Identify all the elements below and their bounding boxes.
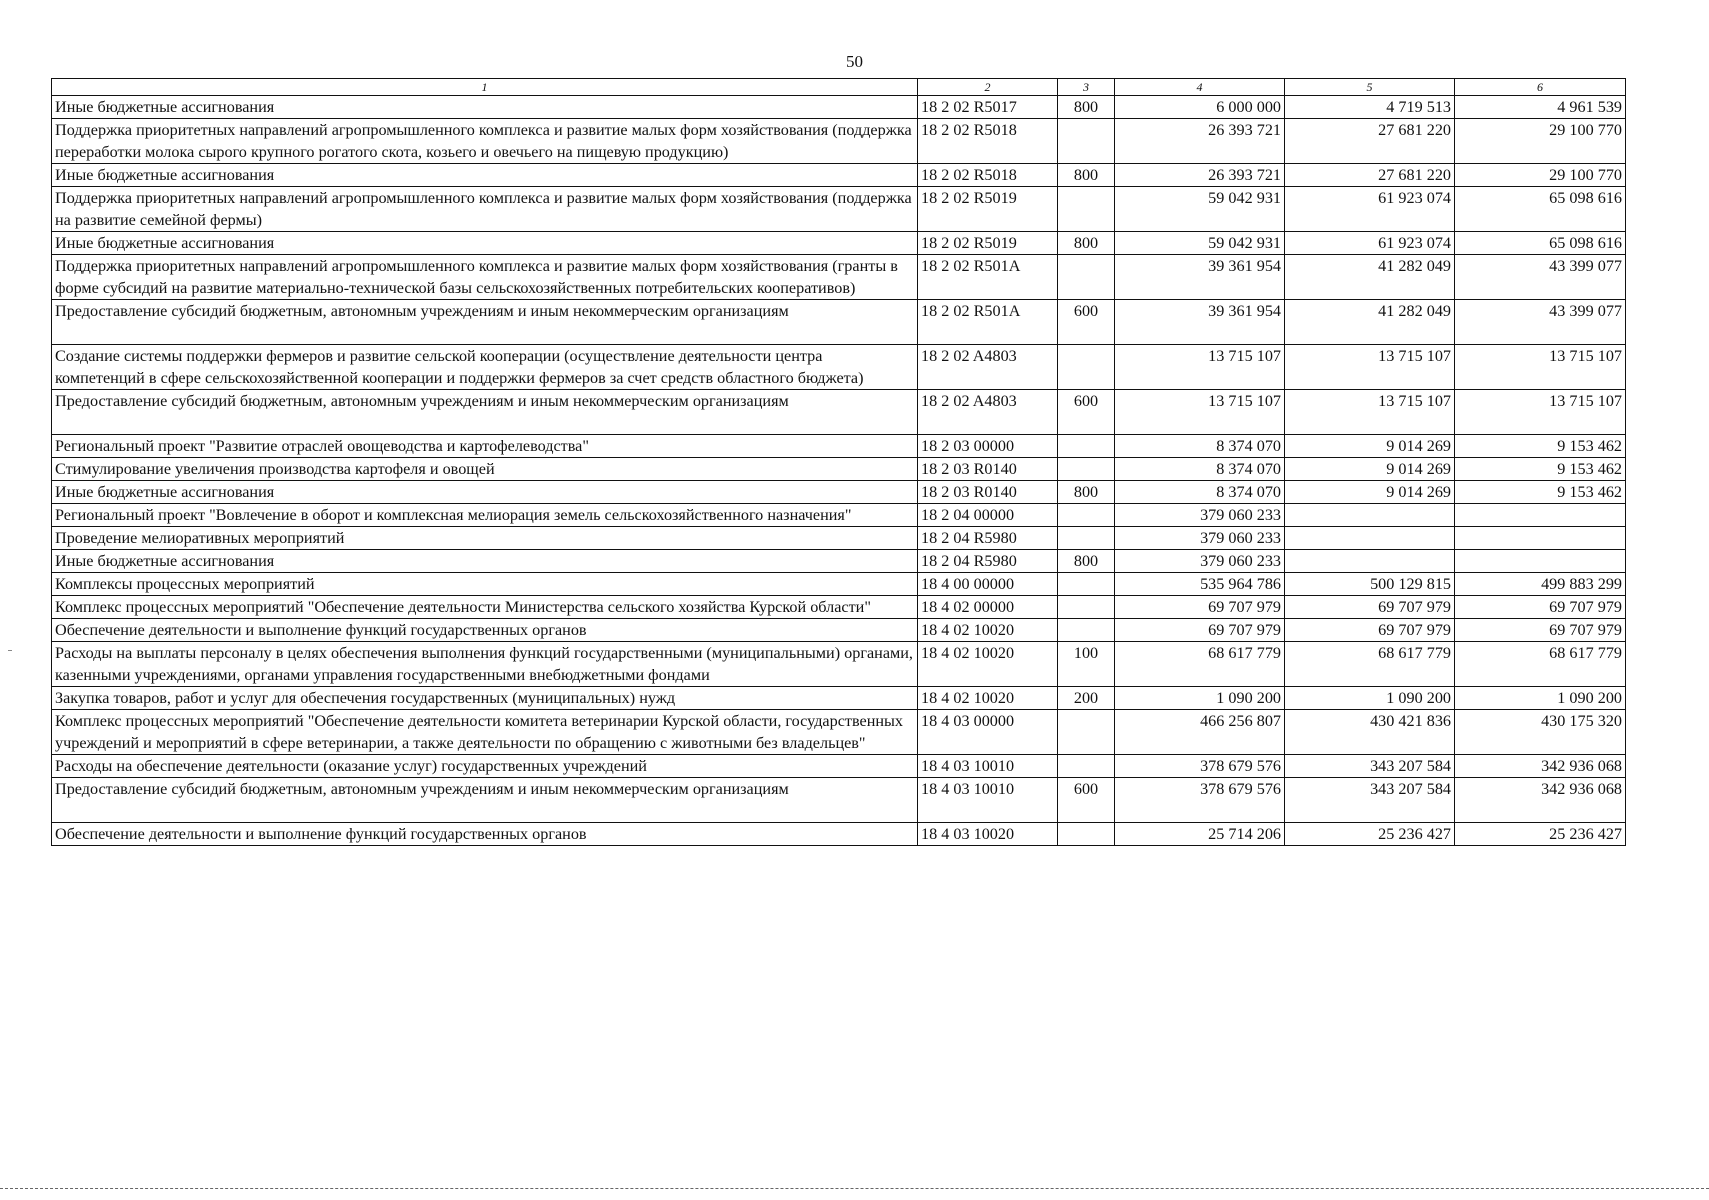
amount-col5-cell: 343 207 584 xyxy=(1285,778,1455,823)
target-code-cell: 18 2 03 R0140 xyxy=(918,481,1058,504)
amount-col4-cell: 39 361 954 xyxy=(1115,300,1285,345)
amount-col5-cell xyxy=(1285,504,1455,527)
table-row xyxy=(52,390,1626,435)
amount-col4-cell: 59 042 931 xyxy=(1115,232,1285,255)
amount-col4-cell: 535 964 786 xyxy=(1115,573,1285,596)
table-row xyxy=(52,573,1626,596)
amount-col4-cell: 1 090 200 xyxy=(1115,687,1285,710)
table-row xyxy=(52,458,1626,481)
amount-col4-cell: 379 060 233 xyxy=(1115,504,1285,527)
row-name-cell: Обеспечение деятельности и выполнение функций государственных органов xyxy=(52,619,918,642)
amount-col4-cell: 59 042 931 xyxy=(1115,187,1285,232)
target-code-cell: 18 2 04 R5980 xyxy=(918,527,1058,550)
expense-type-cell: 800 xyxy=(1058,164,1115,187)
target-code-cell: 18 4 03 10010 xyxy=(918,778,1058,823)
amount-col5-cell: 68 617 779 xyxy=(1285,642,1455,687)
amount-col6-cell: 342 936 068 xyxy=(1455,755,1626,778)
amount-col4-cell: 69 707 979 xyxy=(1115,596,1285,619)
amount-col4-cell: 466 256 807 xyxy=(1115,710,1285,755)
column-header-5: 5 xyxy=(1285,79,1455,96)
row-name-cell: Поддержка приоритетных направлений агропромышленного комплекса и развитие малых форм хозяйствования (поддержка на развитие семейной фермы) xyxy=(52,187,918,232)
page-number: 50 xyxy=(846,52,863,71)
expense-type-cell xyxy=(1058,458,1115,481)
amount-col5-cell xyxy=(1285,527,1455,550)
amount-col4-cell: 26 393 721 xyxy=(1115,164,1285,187)
table-row xyxy=(52,345,1626,390)
target-code-cell: 18 4 02 00000 xyxy=(918,596,1058,619)
row-name-cell: Региональный проект "Вовлечение в оборот и комплексная мелиорация земель сельскохозяйственного назначения" xyxy=(52,504,918,527)
amount-col6-cell: 29 100 770 xyxy=(1455,164,1626,187)
table-row xyxy=(52,504,1626,527)
expense-type-cell xyxy=(1058,573,1115,596)
amount-col6-cell: 9 153 462 xyxy=(1455,435,1626,458)
amount-col4-cell: 379 060 233 xyxy=(1115,527,1285,550)
table-row xyxy=(52,755,1626,778)
row-name-cell: Комплексы процессных мероприятий xyxy=(52,573,918,596)
column-header-2: 2 xyxy=(918,79,1058,96)
expense-type-cell xyxy=(1058,255,1115,300)
amount-col6-cell: 13 715 107 xyxy=(1455,345,1626,390)
target-code-cell: 18 2 04 R5980 xyxy=(918,550,1058,573)
table-row xyxy=(52,642,1626,687)
amount-col5-cell: 13 715 107 xyxy=(1285,390,1455,435)
row-name-cell: Иные бюджетные ассигнования xyxy=(52,481,918,504)
table-body xyxy=(52,96,1626,846)
expense-type-cell: 600 xyxy=(1058,300,1115,345)
expense-type-cell xyxy=(1058,527,1115,550)
table-row xyxy=(52,481,1626,504)
amount-col5-cell: 27 681 220 xyxy=(1285,119,1455,164)
row-name-cell: Стимулирование увеличения производства картофеля и овощей xyxy=(52,458,918,481)
target-code-cell: 18 2 02 R501A xyxy=(918,255,1058,300)
amount-col6-cell: 68 617 779 xyxy=(1455,642,1626,687)
target-code-cell: 18 2 03 00000 xyxy=(918,435,1058,458)
target-code-cell: 18 2 02 R5019 xyxy=(918,187,1058,232)
amount-col5-cell: 500 129 815 xyxy=(1285,573,1455,596)
row-name-cell: Поддержка приоритетных направлений агропромышленного комплекса и развитие малых форм хозяйствования (поддержка переработки молока сырого крупного рогатого скота, козьего и овечьего на пищевую продукцию) xyxy=(52,119,918,164)
row-name-cell: Проведение мелиоративных мероприятий xyxy=(52,527,918,550)
amount-col6-cell: 9 153 462 xyxy=(1455,481,1626,504)
expense-type-cell xyxy=(1058,619,1115,642)
target-code-cell: 18 4 03 10010 xyxy=(918,755,1058,778)
table-row xyxy=(52,187,1626,232)
amount-col4-cell: 378 679 576 xyxy=(1115,755,1285,778)
target-code-cell: 18 4 00 00000 xyxy=(918,573,1058,596)
amount-col4-cell: 379 060 233 xyxy=(1115,550,1285,573)
amount-col5-cell: 343 207 584 xyxy=(1285,755,1455,778)
amount-col6-cell: 65 098 616 xyxy=(1455,232,1626,255)
row-name-cell: Создание системы поддержки фермеров и развитие сельской кооперации (осуществление деятельности центра компетенций в сфере сельскохозяйственной кооперации и поддержки фермеров за счет средств областного бюджета) xyxy=(52,345,918,390)
expense-type-cell: 200 xyxy=(1058,687,1115,710)
expense-type-cell xyxy=(1058,345,1115,390)
column-header-1: 1 xyxy=(52,79,918,96)
amount-col6-cell: 43 399 077 xyxy=(1455,255,1626,300)
target-code-cell: 18 2 02 R5018 xyxy=(918,119,1058,164)
row-name-cell: Предоставление субсидий бюджетным, автономным учреждениям и иным некоммерческим организациям xyxy=(52,778,918,823)
amount-col6-cell: 69 707 979 xyxy=(1455,596,1626,619)
row-name-cell: Иные бюджетные ассигнования xyxy=(52,96,918,119)
amount-col5-cell: 13 715 107 xyxy=(1285,345,1455,390)
expense-type-cell: 600 xyxy=(1058,390,1115,435)
table-row xyxy=(52,596,1626,619)
amount-col5-cell: 9 014 269 xyxy=(1285,458,1455,481)
target-code-cell: 18 4 02 10020 xyxy=(918,642,1058,687)
amount-col5-cell: 9 014 269 xyxy=(1285,435,1455,458)
target-code-cell: 18 2 03 R0140 xyxy=(918,458,1058,481)
expense-type-cell xyxy=(1058,435,1115,458)
column-header-4: 4 xyxy=(1115,79,1285,96)
amount-col5-cell: 41 282 049 xyxy=(1285,255,1455,300)
table-row xyxy=(52,619,1626,642)
table-row xyxy=(52,435,1626,458)
table-row xyxy=(52,255,1626,300)
expense-type-cell: 800 xyxy=(1058,232,1115,255)
amount-col5-cell: 27 681 220 xyxy=(1285,164,1455,187)
amount-col5-cell: 41 282 049 xyxy=(1285,300,1455,345)
amount-col5-cell: 61 923 074 xyxy=(1285,187,1455,232)
amount-col5-cell: 69 707 979 xyxy=(1285,619,1455,642)
row-name-cell: Расходы на выплаты персоналу в целях обеспечения выполнения функций государственными (муниципальными) органами, казенными учреждениями, органами управления государственными внебюджетными фондами xyxy=(52,642,918,687)
target-code-cell: 18 2 02 R501A xyxy=(918,300,1058,345)
target-code-cell: 18 4 02 10020 xyxy=(918,619,1058,642)
target-code-cell: 18 2 02 A4803 xyxy=(918,390,1058,435)
amount-col4-cell: 39 361 954 xyxy=(1115,255,1285,300)
amount-col6-cell: 1 090 200 xyxy=(1455,687,1626,710)
amount-col6-cell: 65 098 616 xyxy=(1455,187,1626,232)
amount-col5-cell: 9 014 269 xyxy=(1285,481,1455,504)
amount-col6-cell: 25 236 427 xyxy=(1455,823,1626,846)
table-row xyxy=(52,687,1626,710)
row-name-cell: Обеспечение деятельности и выполнение функций государственных органов xyxy=(52,823,918,846)
row-name-cell: Комплекс процессных мероприятий "Обеспечение деятельности Министерства сельского хозяйства Курской области" xyxy=(52,596,918,619)
amount-col5-cell: 4 719 513 xyxy=(1285,96,1455,119)
amount-col4-cell: 8 374 070 xyxy=(1115,481,1285,504)
expense-type-cell xyxy=(1058,596,1115,619)
target-code-cell: 18 4 02 10020 xyxy=(918,687,1058,710)
row-name-cell: Иные бюджетные ассигнования xyxy=(52,550,918,573)
amount-col6-cell: 13 715 107 xyxy=(1455,390,1626,435)
row-name-cell: Предоставление субсидий бюджетным, автономным учреждениям и иным некоммерческим организациям xyxy=(52,300,918,345)
amount-col4-cell: 25 714 206 xyxy=(1115,823,1285,846)
amount-col6-cell: 4 961 539 xyxy=(1455,96,1626,119)
row-name-cell: Предоставление субсидий бюджетным, автономным учреждениям и иным некоммерческим организациям xyxy=(52,390,918,435)
amount-col6-cell xyxy=(1455,527,1626,550)
table-row xyxy=(52,164,1626,187)
expense-type-cell xyxy=(1058,710,1115,755)
amount-col6-cell xyxy=(1455,504,1626,527)
amount-col4-cell: 13 715 107 xyxy=(1115,390,1285,435)
amount-col4-cell: 8 374 070 xyxy=(1115,435,1285,458)
amount-col6-cell: 29 100 770 xyxy=(1455,119,1626,164)
amount-col6-cell xyxy=(1455,550,1626,573)
expense-type-cell: 100 xyxy=(1058,642,1115,687)
amount-col4-cell: 69 707 979 xyxy=(1115,619,1285,642)
table-row xyxy=(52,300,1626,345)
expense-type-cell xyxy=(1058,504,1115,527)
target-code-cell: 18 2 04 00000 xyxy=(918,504,1058,527)
amount-col6-cell: 43 399 077 xyxy=(1455,300,1626,345)
amount-col5-cell xyxy=(1285,550,1455,573)
table-row xyxy=(52,232,1626,255)
table-row xyxy=(52,823,1626,846)
column-header-6: 6 xyxy=(1455,79,1626,96)
table-row xyxy=(52,96,1626,119)
row-name-cell: Иные бюджетные ассигнования xyxy=(52,164,918,187)
expense-type-cell: 800 xyxy=(1058,481,1115,504)
table-row xyxy=(52,710,1626,755)
row-name-cell: Региональный проект "Развитие отраслей овощеводства и картофелеводства" xyxy=(52,435,918,458)
amount-col5-cell: 61 923 074 xyxy=(1285,232,1455,255)
target-code-cell: 18 2 02 R5018 xyxy=(918,164,1058,187)
amount-col6-cell: 342 936 068 xyxy=(1455,778,1626,823)
amount-col5-cell: 430 421 836 xyxy=(1285,710,1455,755)
target-code-cell: 18 2 02 A4803 xyxy=(918,345,1058,390)
amount-col6-cell: 69 707 979 xyxy=(1455,619,1626,642)
amount-col4-cell: 68 617 779 xyxy=(1115,642,1285,687)
amount-col4-cell: 378 679 576 xyxy=(1115,778,1285,823)
expense-type-cell: 800 xyxy=(1058,96,1115,119)
target-code-cell: 18 2 02 R5017 xyxy=(918,96,1058,119)
target-code-cell: 18 2 02 R5019 xyxy=(918,232,1058,255)
row-name-cell: Закупка товаров, работ и услуг для обеспечения государственных (муниципальных) нужд xyxy=(52,687,918,710)
expense-type-cell xyxy=(1058,187,1115,232)
scan-mark xyxy=(8,650,12,651)
row-name-cell: Расходы на обеспечение деятельности (оказание услуг) государственных учреждений xyxy=(52,755,918,778)
amount-col6-cell: 430 175 320 xyxy=(1455,710,1626,755)
table-row xyxy=(52,527,1626,550)
column-header-3: 3 xyxy=(1058,79,1115,96)
amount-col4-cell: 8 374 070 xyxy=(1115,458,1285,481)
amount-col5-cell: 25 236 427 xyxy=(1285,823,1455,846)
expense-type-cell xyxy=(1058,119,1115,164)
target-code-cell: 18 4 03 00000 xyxy=(918,710,1058,755)
table-row xyxy=(52,119,1626,164)
expense-type-cell: 600 xyxy=(1058,778,1115,823)
row-name-cell: Комплекс процессных мероприятий "Обеспечение деятельности комитета ветеринарии Курской области, государственных учреждений и мероприятий в сфере ветеринарии, а также деятельности по обращению с животными без владельцев" xyxy=(52,710,918,755)
target-code-cell: 18 4 03 10020 xyxy=(918,823,1058,846)
table-row xyxy=(52,550,1626,573)
expense-type-cell xyxy=(1058,755,1115,778)
row-name-cell: Иные бюджетные ассигнования xyxy=(52,232,918,255)
amount-col4-cell: 6 000 000 xyxy=(1115,96,1285,119)
amount-col5-cell: 69 707 979 xyxy=(1285,596,1455,619)
amount-col6-cell: 9 153 462 xyxy=(1455,458,1626,481)
table-row xyxy=(52,778,1626,823)
budget-table xyxy=(51,78,1626,846)
expense-type-cell: 800 xyxy=(1058,550,1115,573)
header-row xyxy=(52,79,1626,96)
row-name-cell: Поддержка приоритетных направлений агропромышленного комплекса и развитие малых форм хозяйствования (гранты в форме субсидий на развитие материально-технической базы сельскохозяйственных потребительских кооперативов) xyxy=(52,255,918,300)
scan-edge-line xyxy=(0,1188,1709,1189)
amount-col4-cell: 13 715 107 xyxy=(1115,345,1285,390)
amount-col4-cell: 26 393 721 xyxy=(1115,119,1285,164)
amount-col5-cell: 1 090 200 xyxy=(1285,687,1455,710)
expense-type-cell xyxy=(1058,823,1115,846)
amount-col6-cell: 499 883 299 xyxy=(1455,573,1626,596)
